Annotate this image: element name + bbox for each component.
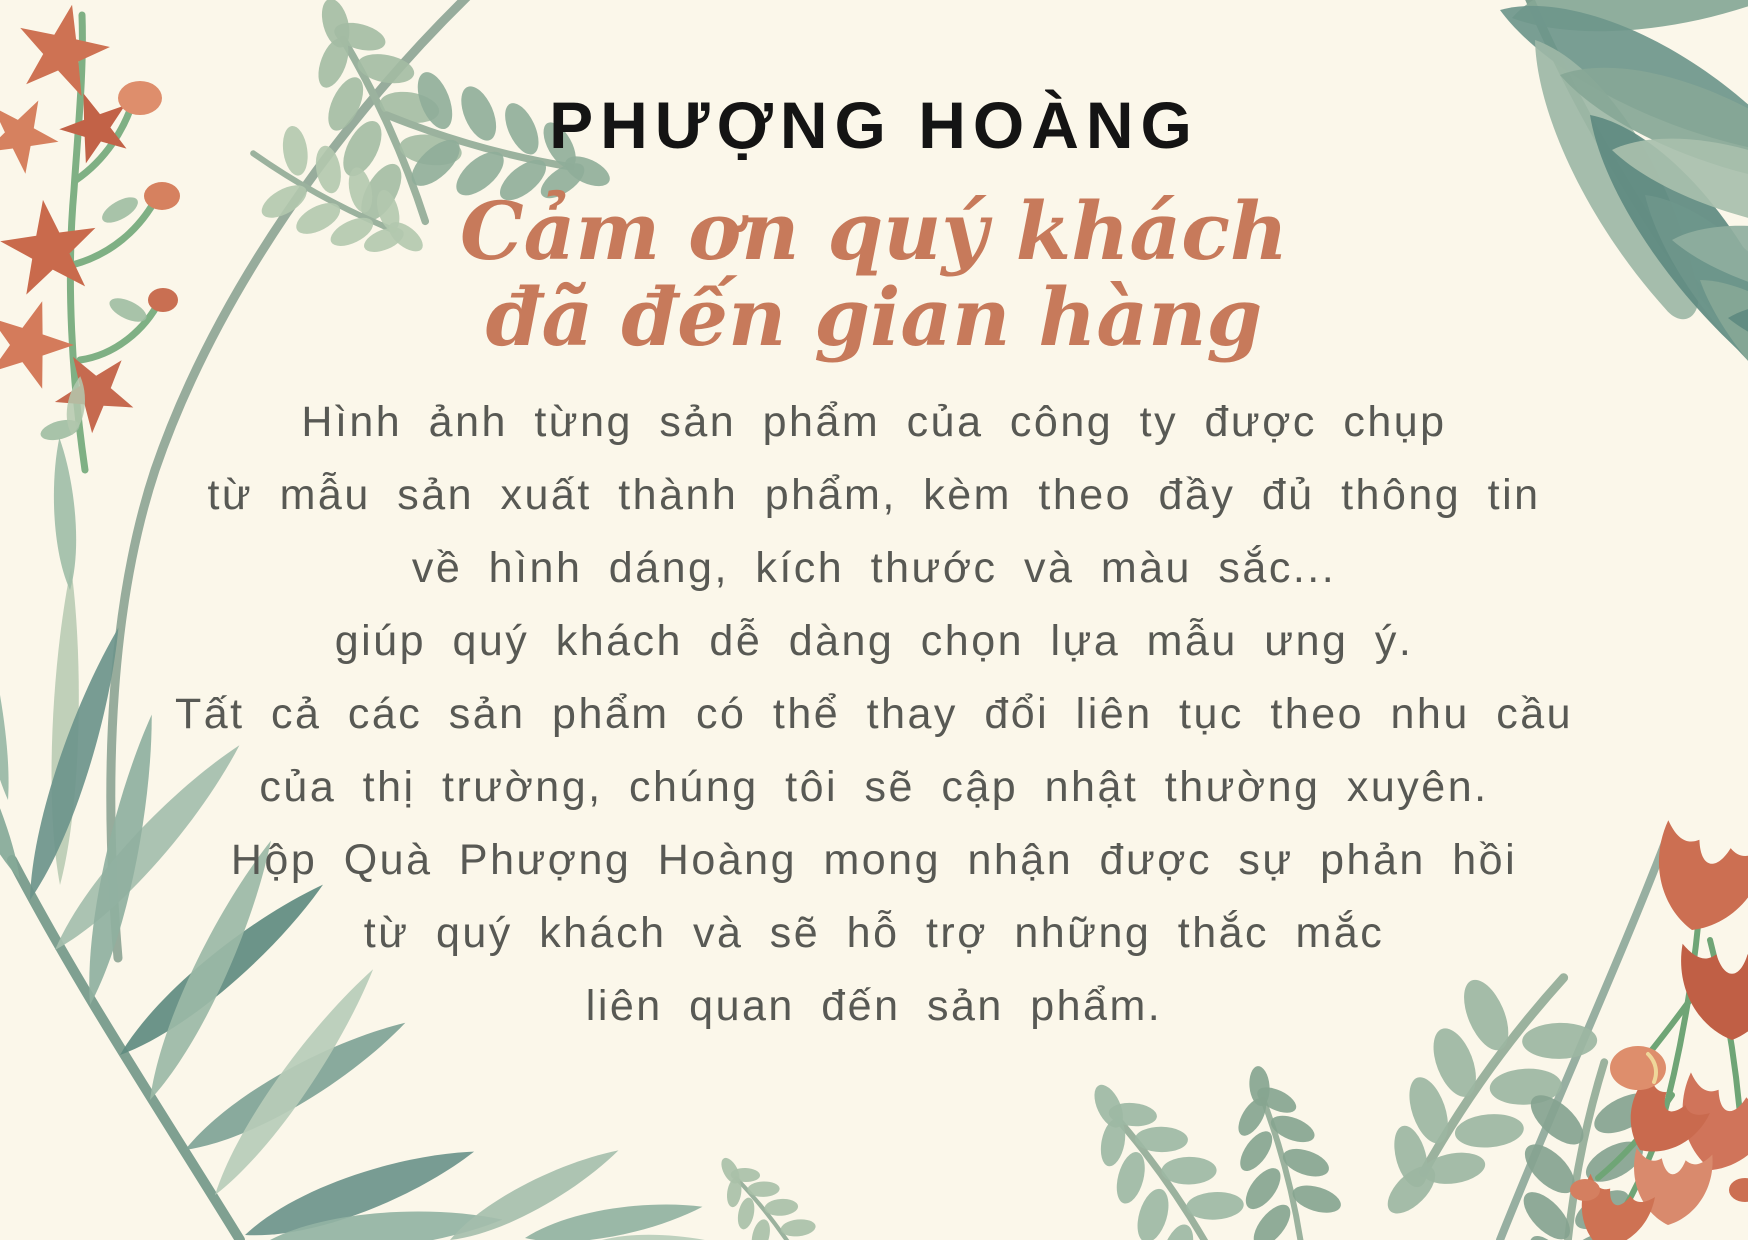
brand-title: PHƯỢNG HOÀNG bbox=[549, 88, 1199, 162]
body-line-3: về hình dáng, kích thước và màu sắc... bbox=[411, 544, 1337, 592]
body-paragraph bbox=[0, 386, 1748, 1043]
body-line-4: giúp quý khách dễ dàng chọn lựa mẫu ưng ý. bbox=[334, 617, 1414, 665]
body-line-7: Hộp Quà Phượng Hoàng mong nhận được sự phản hồi bbox=[230, 836, 1518, 884]
body-line-1: Hình ảnh từng sản phẩm của công ty được chụp bbox=[301, 398, 1447, 446]
body-line-2: từ mẫu sản xuất thành phẩm, kèm theo đầy đủ thông tin bbox=[207, 471, 1541, 519]
greeting-line-1: Cảm ơn quý khách bbox=[459, 184, 1289, 278]
greeting-line-2: đã đến gian hàng bbox=[485, 270, 1263, 364]
body-line-6: của thị trường, chúng tôi sẽ cập nhật thường xuyên. bbox=[259, 763, 1489, 811]
body-line-5: Tất cả các sản phẩm có thể thay đổi liên tục theo nhu cầu bbox=[174, 690, 1574, 738]
body-line-9: liên quan đến sản phẩm. bbox=[585, 982, 1163, 1030]
greeting-heading bbox=[0, 184, 1748, 364]
body-line-8: từ quý khách và sẽ hỗ trợ những thắc mắc bbox=[363, 909, 1385, 957]
